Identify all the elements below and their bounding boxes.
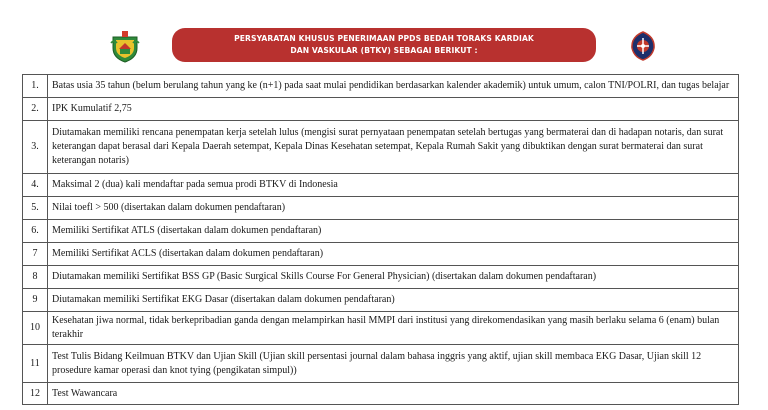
table-row: [23, 121, 739, 174]
row-number: 7: [23, 243, 48, 266]
table-row: [23, 266, 739, 289]
row-text: Memiliki Sertifikat ACLS (disertakan dalam dokumen pendaftaran): [48, 243, 739, 266]
row-number: 12: [23, 383, 48, 405]
row-number: 1.: [23, 75, 48, 98]
table-row: [23, 98, 739, 121]
table-row: [23, 289, 739, 312]
row-text: Diutamakan memiliki Sertifikat BSS GP (Basic Surgical Skills Course For General Physician) (disertakan dalam dokumen pendaftaran): [48, 266, 739, 289]
row-number: 8: [23, 266, 48, 289]
table-row: [23, 345, 739, 383]
requirements-table: [22, 74, 739, 405]
row-number: 11: [23, 345, 48, 383]
page-header: [0, 0, 768, 74]
row-text: Test Wawancara: [48, 383, 739, 405]
row-number: 5.: [23, 197, 48, 220]
row-number: 3.: [23, 121, 48, 174]
row-text: Memiliki Sertifikat ATLS (disertakan dalam dokumen pendaftaran): [48, 220, 739, 243]
row-text: Maksimal 2 (dua) kali mendaftar pada semua prodi BTKV di Indonesia: [48, 174, 739, 197]
banner-title-line2: DAN VASKULAR (BTKV) SEBAGAI BERIKUT :: [290, 46, 478, 55]
row-text: Diutamakan memiliki Sertifikat EKG Dasar (disertakan dalam dokumen pendaftaran): [48, 289, 739, 312]
row-text: Nilai toefl > 500 (disertakan dalam dokumen pendaftaran): [48, 197, 739, 220]
association-emblem-icon: [630, 31, 656, 61]
table-row: [23, 174, 739, 197]
row-text: Test Tulis Bidang Keilmuan BTKV dan Ujian Skill (Ujian skill persentasi journal dalam bahasa inggris yang aktif, ujian skill membaca EKG Dasar, Ujian skill 12 prosedure kamar operasi dan knot tying (pengikatan simpul)): [48, 345, 739, 383]
table-row: [23, 312, 739, 345]
banner-title-line1: PERSYARATAN KHUSUS PENERIMAAN PPDS BEDAH TORAKS KARDIAK: [234, 34, 534, 43]
row-text: Batas usia 35 tahun (belum berulang tahun yang ke (n+1) pada saat mulai pendidikan berdasarkan kalender akademik) untuk umum, calon TNI/POLRI, dan tugas belajar: [48, 75, 739, 98]
row-text: IPK Kumulatif 2,75: [48, 98, 739, 121]
table-row: [23, 220, 739, 243]
title-banner: [172, 28, 596, 62]
row-number: 4.: [23, 174, 48, 197]
row-text: Kesehatan jiwa normal, tidak berkepribadian ganda dengan melampirkan hasil MMPI dari institusi yang direkomendasikan yang masih berlaku selama 6 (enam) bulan terakhir: [48, 312, 739, 345]
table-row: [23, 243, 739, 266]
row-number: 6.: [23, 220, 48, 243]
row-number: 9: [23, 289, 48, 312]
row-text: Diutamakan memiliki rencana penempatan kerja setelah lulus (mengisi surat pernyataan penempatan setelah bertugas yang bermaterai dan di hadapan notaris, dan surat keterangan dapat berasal dari Kepala Daerah setempat, Kepala Dinas Kesehatan setempat, Kepala Rumah Sakit yang dibuktikan dengan surat bermaterai dan surat keterangan notaris): [48, 121, 739, 174]
row-number: 2.: [23, 98, 48, 121]
table-row: [23, 383, 739, 405]
table-row: [23, 197, 739, 220]
table-row: [23, 75, 739, 98]
university-emblem-icon: [110, 29, 140, 63]
row-number: 10: [23, 312, 48, 345]
